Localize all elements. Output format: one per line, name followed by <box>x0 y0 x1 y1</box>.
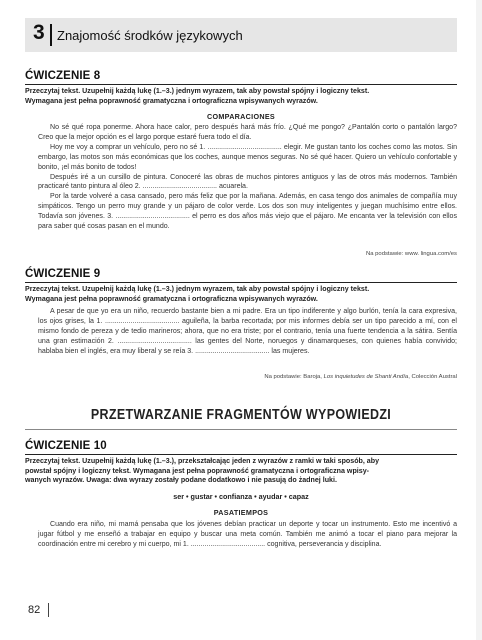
exercise-8-paragraph-2: Hoy me voy a comprar un vehículo, pero no sé 1. ...................................... elegir. Me gustan tanto los coches como las motos. Sin embargo, las motos son más económicas que los coches, aunque menos seguras. No sé qué hacer. Quiero un vehículo confortable y bonito, ¡el más bonito de todos! <box>38 143 457 171</box>
exercise-8-paragraph-3: Después iré a un cursillo de pintura. Conoceré las obras de muchos pintores antiguos y las de otros más modernos. También practicaré tanto pintura al óleo 2. ...................................... acuarela. <box>38 173 457 191</box>
chapter-divider <box>50 24 52 46</box>
exercise-9-source-prefix: Na podstawie: Baroja, <box>264 374 324 380</box>
exercise-9-source-title: Los inquietudes de Shanti Andía <box>323 374 409 380</box>
exercise-8-instruction <box>25 87 457 106</box>
exercise-8-source: Na podstawie: www. lingua.com/es <box>365 251 457 257</box>
page-edge <box>476 0 482 640</box>
chapter-title: Znajomość środków językowych <box>57 28 243 43</box>
exercise-8-paragraph-4: Por la tarde volveré a casa cansado, pero más feliz que por la mañana. Además, en casa tengo dos animales de compañía muy simpáticos. Tengo un perro muy grande y un pájaro de color verde. Los dos son muy inteligentes y juegan muchísimo entre ellos. Todavía son jóvenes. 3. ...................................... el perro es dos años más viejo que el pájaro. Me encanta ver la televisión con ellos para saber qué cosas pasan en el mundo. <box>38 193 457 231</box>
exercise-9-paragraph-1: A pesar de que yo era un niño, recuerdo bastante bien a mi padre. Era un tipo indiferente y algo burlón, tenía la cara expresiva, los ojos grises, la 1. ...................................... aguileña, la barba recortada; por mis informes debía ser un tipo parecido a mí, con el mismo fondo de pereza y de tedio marineros; ahora, que no era triste; por el contrario, tenía una fuerte tendencia a la sátira. Sentía una gran estimación 2. ...................................... las gentes del Norte, noruegos y dinamarqueses, con quienes había convivido; hablaba bien el inglés, era muy liberal y se reía 3. ...................................... las mujeres. <box>38 308 457 355</box>
exercise-9-text <box>38 307 457 357</box>
exercise-9-source-suffix: , Colección Austral <box>408 374 457 380</box>
exercise-8-text-heading: COMPARACIONES <box>206 112 276 121</box>
exercise-8-text <box>38 123 457 232</box>
exercise-9-source <box>264 374 457 380</box>
exercise-8-instruction-line-2: Wymagana jest pełna poprawność gramatyczna i ortograficzna wpisywanych wyrazów. <box>25 96 318 105</box>
section-title: PRZETWARZANIE FRAGMENTÓW WYPOWIEDZI <box>90 407 392 423</box>
exercise-10-rule <box>25 454 457 455</box>
exercise-10-instruction-line-3: wanych wyrazów. Uwaga: dwa wyrazy zostały podane dodatkowo i nie pasują do żadnej luki. <box>25 476 337 485</box>
page-number-divider <box>48 603 49 617</box>
exercise-10-word-box: ser • gustar • confianza • ayudar • capaz <box>173 492 309 501</box>
exercise-8-title: ĆWICZENIE 8 <box>25 70 101 82</box>
exercise-9-instruction-line-2: Wymagana jest pełna poprawność gramatyczna i ortograficzna wpisywanych wyrazów. <box>25 294 318 303</box>
exercise-10-instruction <box>25 457 457 486</box>
exercise-10-text-heading: PASATIEMPOS <box>213 508 269 517</box>
chapter-number: 3 <box>33 21 45 44</box>
exercise-10-text <box>38 520 457 550</box>
exercise-9-rule <box>25 282 457 283</box>
exercise-10-instruction-line-2: powstał spójny i logiczny tekst. Wymagana jest pełna poprawność gramatyczna i ortograficzna wpisy- <box>25 466 369 475</box>
exercise-8-rule <box>25 84 457 85</box>
page-number: 82 <box>28 604 41 616</box>
exercise-10-paragraph-1: Cuando era niño, mi mamá pensaba que los jóvenes debían practicar un deporte y tocar un instrumento. Esto me incentivó a jugar fútbol y me enseñó a trabajar en equipo y buscar una meta común. También me animó a tocar el piano para mejorar la coordinación entre mi cerebro y mi cuerpo, mi 1. ...................................... cognitiva, perseverancia y disciplina. <box>38 521 457 548</box>
exercise-9-instruction-line-1: Przeczytaj tekst. Uzupełnij każdą lukę (1.–3.) jednym wyrazem, tak aby powstał spójny i logiczny tekst. <box>25 285 370 293</box>
exercise-10-title: ĆWICZENIE 10 <box>25 440 107 452</box>
exercise-10-instruction-line-1: Przeczytaj tekst. Uzupełnij każdą lukę (1.–3.), przekształcając jeden z wyrazów z ramki w taki sposób, aby <box>25 457 380 465</box>
exercise-8-paragraph-1: No sé qué ropa ponerme. Ahora hace calor, pero después hará más frío. ¿Qué me pongo? ¿Pantalón corto o pantalón largo? Creo que la mejor opción es el largo porque estaré fuera todo el día. <box>38 124 457 141</box>
exercise-9-instruction <box>25 285 457 304</box>
exercise-8-instruction-line-1: Przeczytaj tekst. Uzupełnij każdą lukę (1.–3.) jednym wyrazem, tak aby powstał spójny i logiczny tekst. <box>25 87 370 95</box>
section-underline <box>25 429 457 430</box>
exercise-9-title: ĆWICZENIE 9 <box>25 268 101 280</box>
